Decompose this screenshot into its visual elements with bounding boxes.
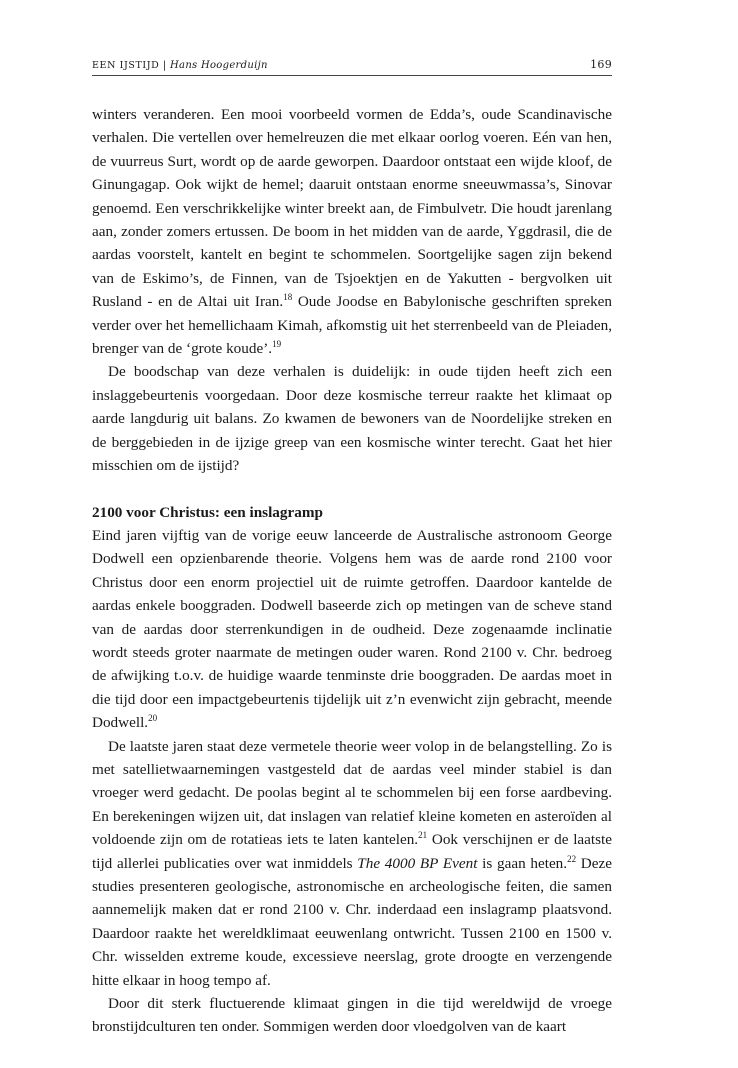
- emphasized-title: The 4000 BP Event: [357, 854, 478, 872]
- book-page: [92, 58, 612, 1039]
- footnote-ref: 20: [148, 713, 158, 724]
- footnote-ref: 18: [283, 292, 293, 303]
- section-heading: 2100 voor Christus: een inslagramp: [92, 503, 323, 521]
- paragraph: De boodschap van deze verhalen is duidelijk: in oude tijden heeft zich een inslaggebeurtenis voorgedaan. Door deze kosmische terreur raakte het klimaat op aarde langdurig uit balans. Zo kwamen de bewoners van de Noordelijke streken en de berggebieden in de ijzige greep van een kosmische winter terecht. Gaat het hier misschien om de ijstijd?: [92, 363, 612, 475]
- header-separator: |: [162, 60, 167, 71]
- body-text: [92, 103, 612, 1039]
- paragraph: Door dit sterk fluctuerende klimaat gingen in die tijd wereldwijd de vroege bronstijdculturen ten onder. Sommigen werden door vloedgolven van de kaart: [92, 995, 612, 1036]
- paragraph: De laatste jaren staat deze vermetele theorie weer volop in de belangstelling. Zo is met satellietwaarnemingen vastgesteld dat de aardas veel minder stabiel is dan vroeger werd gedacht. De poolas begint al te schommelen bij een forse aardbeving. En berekeningen wijzen uit, dat inslagen van relatief kleine kometen en asteroïden al voldoende zijn om de rotatieas iets te laten kantelen.$^{21}$ Ook verschijnen er de laatste tijd allerlei publicaties over wat inmiddels The 4000 BP Event is gaan heten.$^{22}$ Deze studies presenteren geologische, astronomische en archeologische feiten, die samen aannemelijk maken dat er rond 2100 v. Chr. inderdaad een inslagramp plaatsvond. Daardoor raakte het wereldklimaat eeuwenlang ontwricht. Tussen 2100 en 1500 v. Chr. wisselden extreme koude, excessieve neerslag, grote droogte en verzengende hitte elkaar in hoog tempo af.: [92, 737, 612, 989]
- running-header: [92, 58, 612, 76]
- paragraph: Eind jaren vijftig van de vorige eeuw lanceerde de Australische astronoom George Dodwell een opzienbarende theorie. Volgens hem was de aarde rond 2100 voor Christus door een enorm projectiel uit de ruimte getroffen. Daardoor kantelde de aardas enkele booggraden. Dodwell baseerde zich op metingen van de scheve stand van de aardas door sterrenkundigen in de oudheid. Deze zogenaamde inclinatie wordt steeds groter naarmate de metingen ouder waren. Rond 2100 v. Chr. bedroeg de afwijking t.o.v. de huidige waarde tenminste drie booggraden. De aardas moet in die tijd door een impactgebeurtenis tijdelijk uit z’n evenwicht zijn gebracht, meende Dodwell.$^{20}$: [92, 526, 612, 732]
- footnote-ref: 22: [567, 853, 577, 864]
- footnote-ref: 19: [272, 339, 282, 350]
- book-title: EEN IJSTIJD: [92, 60, 160, 71]
- author-name: Hans Hoogerduijn: [170, 60, 268, 71]
- running-header-left: [92, 60, 268, 71]
- footnote-ref: 21: [418, 830, 428, 841]
- paragraph: winters veranderen. Een mooi voorbeeld vormen de Edda’s, oude Scandinavische verhalen. Die vertellen over hemelreuzen die met elkaar oorlog voeren. Eén van hen, de vuurreus Surt, wordt op de aarde geworpen. Daardoor ontstaat een wijde kloof, de Ginungagap. Ook wijkt de hemel; daaruit ontstaan enorme sneeuwmassa’s, Sinovar genoemd. Een verschrikkelijke winter breekt aan, de Fimbulvetr. Die houdt jarenlang aan, zonder zomers ertussen. De boom in het midden van de aarde, Yggdrasil, die de aardas voorstelt, kantelt en begint te schommelen. Soortgelijke sagen zijn bekend van de Eskimo’s, de Finnen, van de Tsjoektjen en de Yakutten - bergvolken uit Rusland - en de Altai uit Iran.$^{18}$ Oude Joodse en Babylonische geschriften spreken verder over het hemellichaam Kimah, afkomstig uit het sterrenbeeld van de Pleiaden, brenger van de ‘grote koude’.$^{19}$: [92, 106, 612, 358]
- page-number: 169: [590, 58, 612, 71]
